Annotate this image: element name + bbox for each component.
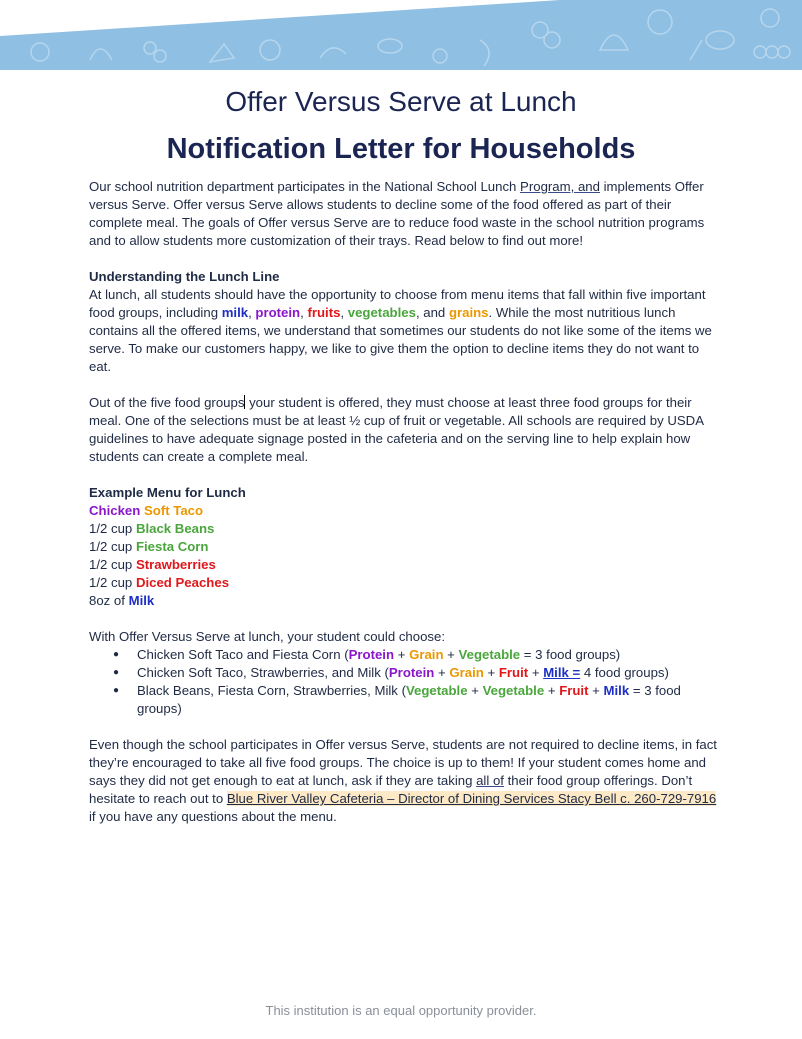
grains-label: grains — [448, 305, 489, 320]
letter-body — [89, 178, 719, 826]
separator: , — [248, 305, 256, 320]
vegetable-label: Vegetable — [405, 683, 468, 698]
menu-item — [89, 574, 719, 592]
milk-label: Milk — [603, 683, 630, 698]
lunch-line-text: At lunch, all students should have the opportunity to choose from menu items that fall within five important food groups, including — [89, 287, 706, 320]
flagged-text: Program, and — [520, 179, 600, 194]
plus-sign: + — [483, 665, 499, 680]
menu-item — [89, 520, 719, 538]
choices-list — [89, 646, 719, 718]
contact-link[interactable]: Blue River Valley Cafeteria – Director of Dining Services Stacy Bell c. 260-729-7916 — [226, 791, 717, 806]
requirements-text: Out of the five food groups — [89, 395, 245, 410]
menu-item-protein: Chicken — [89, 503, 141, 518]
vegetable-label: Vegetable — [458, 647, 521, 662]
menu-item — [89, 538, 719, 556]
choice-result: 4 food groups) — [580, 665, 669, 680]
fruits-label: fruits — [307, 305, 341, 320]
vegetables-label: vegetables — [347, 305, 416, 320]
requirements-paragraph — [89, 394, 719, 466]
page-title: Offer Versus Serve at Lunch — [225, 86, 577, 117]
choice-result: = 3 food groups) — [520, 647, 621, 662]
menu-item-name: Strawberries — [135, 557, 216, 572]
intro-text: Our school nutrition department participates in the National School Lunch — [89, 179, 521, 194]
grain-label: Grain — [409, 647, 444, 662]
plus-sign: + — [443, 647, 459, 662]
menu-item — [89, 592, 719, 610]
page-subtitle: Notification Letter for Households — [166, 133, 636, 165]
menu-item-qty: 1/2 cup — [89, 575, 136, 590]
milk-label: Milk = — [543, 665, 581, 680]
separator: , — [300, 305, 308, 320]
intro-text-cont: implements Offer versus Serve. Offer versus Serve allows students to decline some of the food offered as part of their complete meal. The goals of Offer versus Serve are to reduce food waste in the school nutrition programs and to allow students more customization of their trays. Read below to find out more! — [89, 179, 705, 248]
plus-sign: + — [588, 683, 604, 698]
choices-intro: With Offer Versus Serve at lunch, your student could choose: — [89, 629, 446, 644]
grain-label: Grain — [449, 665, 484, 680]
menu-item-qty: 1/2 cup — [89, 557, 136, 572]
plus-sign: + — [434, 665, 450, 680]
choice-text: Chicken Soft Taco, Strawberries, and Milk ( — [137, 665, 389, 680]
menu-item-name: Diced Peaches — [135, 575, 230, 590]
milk-label: milk — [221, 305, 249, 320]
list-item — [137, 682, 719, 718]
lunch-line-paragraph — [89, 286, 719, 376]
plus-sign: + — [467, 683, 483, 698]
list-item — [137, 646, 719, 664]
requirements-text-cont: your student is offered, they must choose at least three food groups for their meal. One of the selections must be at least ½ cup of fruit or vegetable. All schools are required by USDA guidelines to have adequate signage posted in the cafeteria and on the serving line to help explain how students can create a complete meal. — [89, 395, 704, 464]
flagged-text: all of — [476, 773, 504, 788]
closing-text-end: if you have any questions about the menu. — [89, 809, 337, 824]
lunch-line-text-cont: . While the most nutritious lunch contains all the offered items, we understand that sometimes our students do not like some of the items we serve. To make our customers happy, we like to give them the option to decline items they do not want to eat. — [89, 305, 712, 374]
menu-item — [89, 556, 719, 574]
menu-item-qty: 8oz of — [89, 593, 129, 608]
protein-label: Protein — [348, 647, 395, 662]
closing-paragraph — [89, 736, 719, 826]
list-item — [137, 664, 719, 682]
closing-text: Even though the school participates in Offer versus Serve, students are not required to decline items, in fact they’re encouraged to take all five food groups. The choice is up to them! If your student comes home and says they did not get enough to eat at lunch, ask if they are taking — [89, 737, 717, 788]
plus-sign: + — [544, 683, 560, 698]
choice-text: Black Beans, Fiesta Corn, Strawberries, Milk ( — [137, 683, 406, 698]
menu-item-name: Milk — [128, 593, 155, 608]
protein-label: protein — [255, 305, 301, 320]
separator: , and — [415, 305, 449, 320]
section-heading-lunch-line: Understanding the Lunch Line — [89, 269, 280, 284]
menu-item-grain: Soft Taco — [140, 503, 204, 518]
fruit-label: Fruit — [498, 665, 529, 680]
section-heading-menu: Example Menu for Lunch — [89, 485, 246, 500]
plus-sign: + — [394, 647, 410, 662]
closing-text-cont: their food group offerings. Don’t hesitate to reach out to — [89, 773, 693, 806]
menu-item-qty: 1/2 cup — [89, 521, 136, 536]
menu-item-name: Fiesta Corn — [135, 539, 209, 554]
vegetable-label: Vegetable — [482, 683, 545, 698]
footer-statement: This institution is an equal opportunity provider. — [265, 1003, 537, 1018]
protein-label: Protein — [388, 665, 435, 680]
menu-item — [89, 502, 719, 520]
header-banner — [0, 0, 802, 70]
menu-item-qty: 1/2 cup — [89, 539, 136, 554]
fruit-label: Fruit — [559, 683, 589, 698]
choice-result: = 3 food groups) — [137, 683, 681, 716]
separator: , — [340, 305, 348, 320]
menu-item-name: Black Beans — [135, 521, 215, 536]
choice-text: Chicken Soft Taco and Fiesta Corn ( — [137, 647, 349, 662]
plus-sign: + — [528, 665, 544, 680]
intro-paragraph — [89, 178, 719, 250]
